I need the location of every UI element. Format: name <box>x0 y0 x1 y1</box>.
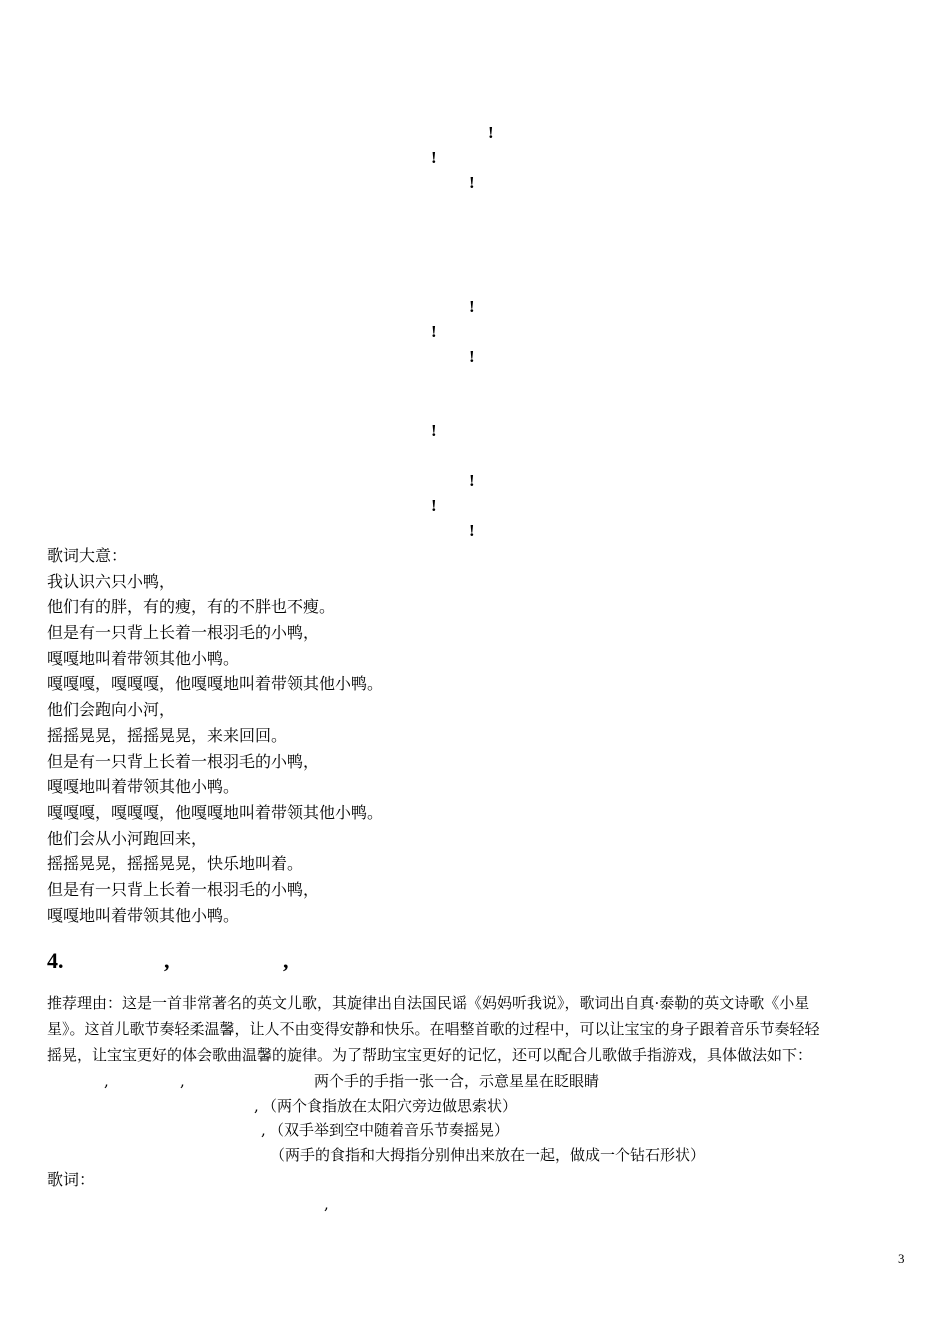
page-number: 3 <box>898 1251 905 1266</box>
lyric-line: 但是有一只背上长着一根羽毛的小鸭， <box>47 751 320 771</box>
game-step: 两个手的手指一张一合，示意星星在眨眼睛 <box>314 1072 600 1090</box>
game-step: （两手的食指和大拇指分别伸出来放在一起，做成一个钻石形状） <box>270 1146 706 1164</box>
lyric-line: 他们会从小河跑回来， <box>47 828 208 848</box>
step-comma: , <box>254 1097 259 1115</box>
exclamation-mark: ! <box>431 148 437 167</box>
step-comma: , <box>261 1121 266 1139</box>
exclamation-mark: ! <box>469 347 475 366</box>
exclamation-mark: ! <box>469 521 475 540</box>
lyric-line: 嘎嘎嘎，嘎嘎嘎，他嘎嘎地叫着带领其他小鸭。 <box>47 674 384 694</box>
lyrics-label: 歌词： <box>47 1170 96 1189</box>
lyric-line: 摇摇晃晃，摇摇晃晃，快乐地叫着。 <box>47 854 304 874</box>
exclamation-mark: ! <box>431 322 437 341</box>
exclamation-mark: ! <box>488 123 494 142</box>
lyric-line: 但是有一只背上长着一根羽毛的小鸭， <box>47 879 320 899</box>
paragraph-line: 推荐理由：这是一首非常著名的英文儿歌，其旋律出自法国民谣《妈妈听我说》，歌词出自真·泰勒的英文诗歌《小星 <box>47 994 810 1012</box>
paragraph-line: 摇晃，让宝宝更好的体会歌曲温馨的旋律。为了帮助宝宝更好的记忆，还可以配合儿歌做手指游戏，具体做法如下： <box>47 1046 813 1064</box>
section-number: 4. <box>47 948 64 973</box>
game-step: （两个食指放在太阳穴旁边做思索状） <box>262 1097 518 1115</box>
lyrics-meaning <box>47 543 383 928</box>
lyric-line: 但是有一只背上长着一根羽毛的小鸭， <box>47 623 320 643</box>
lyric-line: 他们有的胖，有的瘦，有的不胖也不瘦。 <box>47 597 336 617</box>
exclamation-mark: ! <box>431 496 437 515</box>
heading-comma: , <box>283 948 289 973</box>
exclamation-mark: ! <box>469 173 475 192</box>
exclamation-mark: ! <box>469 297 475 316</box>
paragraph-line: 星》。这首儿歌节奏轻柔温馨，让人不由变得安静和快乐。在唱整首歌的过程中，可以让宝宝的身子跟着音乐节奏轻轻 <box>47 1020 820 1038</box>
step-comma: , <box>180 1072 185 1090</box>
lyric-line: 嘎嘎地叫着带领其他小鸭。 <box>47 648 240 668</box>
lyric-line: 嘎嘎嘎，嘎嘎嘎，他嘎嘎地叫着带领其他小鸭。 <box>47 802 384 822</box>
recommendation-paragraph <box>47 990 907 1068</box>
lyric-line: 我认识六只小鸭， <box>47 571 176 591</box>
exclamation-mark: ! <box>431 421 437 440</box>
heading-comma: , <box>164 948 170 973</box>
lyric-line: 摇摇晃晃，摇摇晃晃，来来回回。 <box>47 725 288 745</box>
lyric-line: 他们会跑向小河， <box>47 700 176 720</box>
lyrics-meaning-title: 歌词大意： <box>47 546 128 565</box>
lyric-line: 嘎嘎地叫着带领其他小鸭。 <box>47 905 240 925</box>
step-comma: , <box>104 1072 109 1090</box>
game-step: （双手举到空中随着音乐节奏摇晃） <box>269 1121 510 1139</box>
lyric-line: 嘎嘎地叫着带领其他小鸭。 <box>47 777 240 797</box>
lyric-comma: , <box>324 1195 329 1213</box>
exclamation-mark: ! <box>469 471 475 490</box>
